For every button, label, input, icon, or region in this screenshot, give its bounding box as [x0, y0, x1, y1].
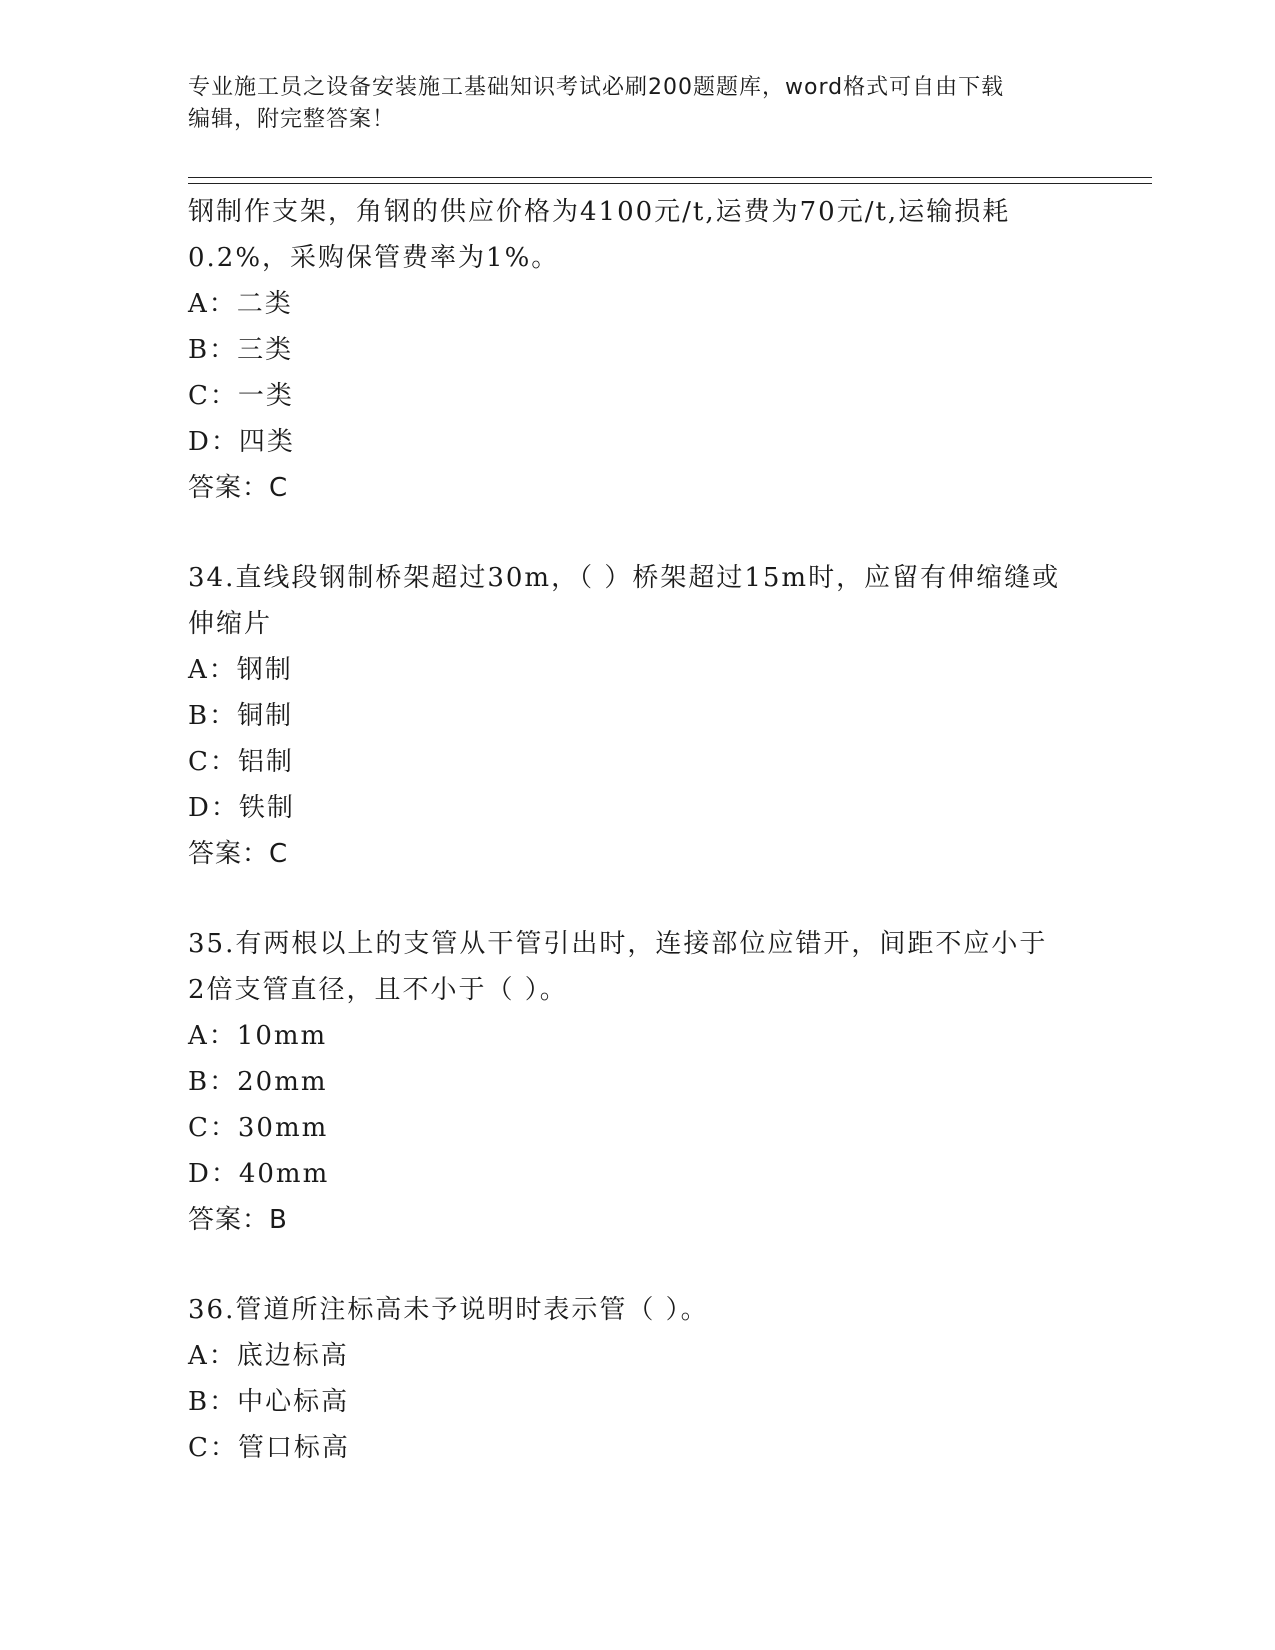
option-a: A：钢制 [188, 655, 293, 685]
question-text: 钢制作支架，角钢的供应价格为4100元/t,运费为70元/t,运输损耗 [188, 197, 1011, 227]
question-text: 34.直线段钢制桥架超过30m，（ ）桥架超过15m时，应留有伸缩缝或 [188, 563, 1061, 593]
answer: 答案：B [188, 1205, 288, 1235]
question-list [188, 189, 1108, 1471]
option-a: A：10mm [188, 1021, 328, 1051]
question-text: 36.管道所注标高未予说明时表示管（ ）。 [188, 1295, 709, 1325]
question-text: 35.有两根以上的支管从干管引出时，连接部位应错开，间距不应小于 [188, 929, 1048, 959]
question-34 [188, 555, 1108, 877]
option-d: D：铁制 [188, 793, 295, 823]
option-b: B：20mm [188, 1067, 328, 1097]
question-text: 0.2%，采购保管费率为1%。 [188, 243, 560, 273]
option-b: B：中心标高 [188, 1387, 350, 1417]
header-divider-top [188, 177, 1152, 178]
option-a: A：底边标高 [188, 1341, 349, 1371]
option-b: B：铜制 [188, 701, 294, 731]
option-b: B：三类 [188, 335, 294, 365]
answer: 答案：C [188, 473, 289, 503]
option-c: C：铝制 [188, 747, 294, 777]
question-33 [188, 189, 1108, 511]
question-text: 2倍支管直径，且不小于（ ）。 [188, 975, 568, 1005]
header-line-1: 专业施工员之设备安装施工基础知识考试必刷200题题库，word格式可自由下载 [188, 75, 1005, 100]
question-35 [188, 921, 1108, 1243]
question-36 [188, 1287, 1108, 1471]
option-c: C：30mm [188, 1113, 329, 1143]
option-c: C：一类 [188, 381, 294, 411]
option-a: A：二类 [188, 289, 293, 319]
document-header [188, 72, 1068, 136]
option-c: C：管口标高 [188, 1433, 350, 1463]
answer: 答案：C [188, 839, 289, 869]
option-d: D：40mm [188, 1159, 330, 1189]
header-divider-bottom [188, 183, 1152, 184]
option-d: D：四类 [188, 427, 295, 457]
question-text: 伸缩片 [188, 609, 273, 639]
header-line-2: 编辑，附完整答案！ [188, 107, 396, 132]
